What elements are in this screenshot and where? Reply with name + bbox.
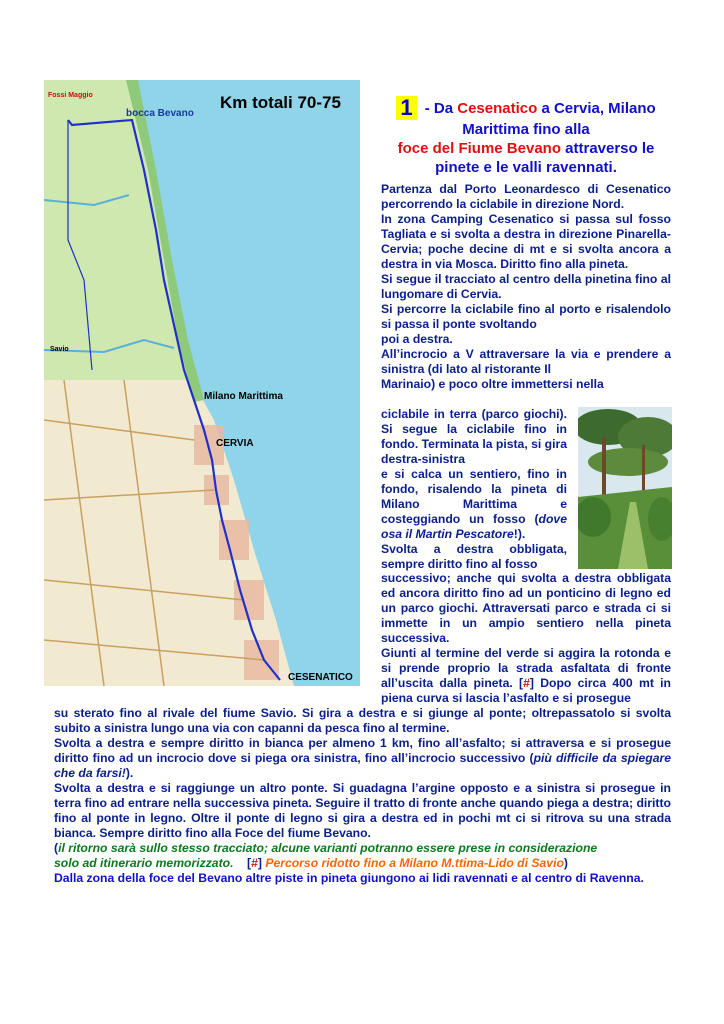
heading-attraverso: attraverso le pinete e le valli ravennati. — [435, 140, 655, 176]
paragraph-8b — [381, 467, 567, 542]
full-paragraph-2-a: Svolta a destra e sempre diritto in bianca per almeno 1 km, fino all’asfalto; si attraversa e si prosegue diritto fino ad un incrocio dove si piega ora sinistra, fino all’incrocio successivo ( — [54, 736, 671, 765]
note-close: ) — [563, 856, 568, 870]
map-label-cervia: CERVIA — [216, 438, 254, 449]
paragraph-10 — [381, 646, 671, 706]
route-number: 1 — [396, 96, 416, 120]
note-orange: Percorso ridotto fino a Milano M.ttima-Lido di Savio — [265, 856, 564, 870]
paragraph-4: Si percorre la ciclabile fino al porto e risalendolo si passa il ponte svoltando — [381, 302, 671, 331]
route-map — [44, 80, 360, 686]
paragraph-7: Marinaio) e poco oltre immettersi nella — [381, 377, 604, 391]
paragraph-8b-italic: dove osa il Martin Pescatore — [381, 512, 567, 541]
column-text — [381, 182, 671, 392]
column-text-2 — [381, 571, 671, 706]
note-hash-close: ] — [257, 856, 266, 870]
full-paragraph-3: Svolta a destra e si raggiunge un altro ponte. Si guadagna l’argine opposto e a sinistra si prosegue in terra fino ad entrare nella successiva pineta. Seguire il tratto di fronte anche quando piega a destra; diritto fino al ponte in legno. Oltre il ponte di legno si gira a destra ed in pochi mt ci si ritrova su una strada bianca. Sempre diritto fino alla Foce del fiume Bevano. — [54, 781, 671, 840]
note-text-2: solo ad itinerario memorizzato. — [54, 856, 234, 870]
pinewood-photo — [578, 407, 672, 569]
heading-cervia: a Cervia, Milano Marittima fino alla — [462, 100, 656, 138]
heading-foce: foce del Fiume Bevano — [397, 140, 561, 157]
note-hash: # — [251, 856, 258, 870]
paragraph-10-a: Giunti al termine del verde si aggira la rotonda e si prende proprio la strada asfaltata di fronte all’uscita dalla pineta. [ — [381, 646, 671, 690]
paragraph-8b-end: !). — [513, 527, 526, 541]
note-line-1 — [54, 841, 671, 856]
paragraph-3: Si segue il tracciato al centro della pinetina fino al lungomare di Cervia. — [381, 272, 671, 301]
paragraph-5: poi a destra. — [381, 332, 453, 346]
narrow-column-text — [381, 407, 567, 572]
paragraph-1: Partenza dal Porto Leonardesco di Cesenatico percorrendo la ciclabile in direzione Nord. — [381, 182, 671, 211]
map-label-milano-marittima: Milano Marittima — [204, 391, 283, 402]
paragraph-9b: successivo; anche qui svolta a destra obbligata ed ancora diritto fino ad un ponticino di legno ed un parco giochi. Attraversati parco e strada ci si immette in un ampio sentiero nella pineta successiva. — [381, 571, 671, 645]
note-text-1: il ritorno sarà sullo stesso tracciato; alcune varianti potranno essere prese in considerazione — [58, 841, 598, 855]
paragraph-9a: Svolta a destra obbligata, sempre diritto fino al fosso — [381, 542, 567, 571]
full-width-text — [54, 706, 671, 886]
paragraph-8b-text: e si calca un sentiero, fino in fondo, risalendo la pineta di Milano Marittima e costeggiando un fosso ( — [381, 467, 567, 526]
paragraph-6: All’incrocio a V attraversare la via e prendere a sinistra (di lato al ristorante Il — [381, 347, 671, 376]
note-open: ( — [54, 841, 59, 855]
map-label-savio: Savio — [50, 346, 69, 353]
note-line-2 — [54, 856, 671, 871]
hash-marker: # — [523, 676, 530, 690]
full-paragraph-2-italic: più difficile da spiegare che da farsi! — [54, 751, 671, 780]
final-paragraph: Dalla zona della foce del Bevano altre piste in pineta giungono ai lidi ravennati e al centro di Ravenna. — [54, 871, 644, 885]
paragraph-10-b: ] Dopo circa 400 mt in piena curva si lascia l’asfalto e si prosegue — [381, 676, 671, 705]
heading-dash: - Da — [420, 100, 458, 117]
paragraph-8a: ciclabile in terra (parco giochi). Si segue la ciclabile fino in fondo. Terminata la pista, si gira destra-sinistra — [381, 407, 568, 466]
paragraph-2: In zona Camping Cesenatico si passa sul fosso Tagliata e si svolta a destra in direzione Pinarella-Cervia; poche decine di mt e si svolta ancora a destra in via Mosca. Diritto fino alla pineta. — [381, 212, 671, 271]
map-label-bocca-bevano: bocca Bevano — [126, 108, 194, 119]
heading-cesenatico: Cesenatico — [457, 100, 538, 117]
map-label-fossi-maggio: Fossi Maggio — [48, 92, 93, 99]
full-paragraph-2 — [54, 736, 671, 781]
full-paragraph-2-end: ). — [125, 766, 134, 780]
map-graphic — [44, 80, 360, 686]
pinewood-photo-graphic — [578, 407, 672, 569]
map-title: Km totali 70-75 — [220, 93, 341, 112]
route-heading — [381, 96, 671, 177]
note-hash-open: [ — [233, 856, 252, 870]
full-paragraph-1: su sterato fino al rivale del fiume Savio. Si gira a destra e si giunge al ponte; oltrepassatolo si svolta subito a sinistra lungo una via con capanni da pesca fino al termine. — [54, 706, 671, 735]
map-label-cesenatico: CESENATICO — [288, 672, 353, 683]
